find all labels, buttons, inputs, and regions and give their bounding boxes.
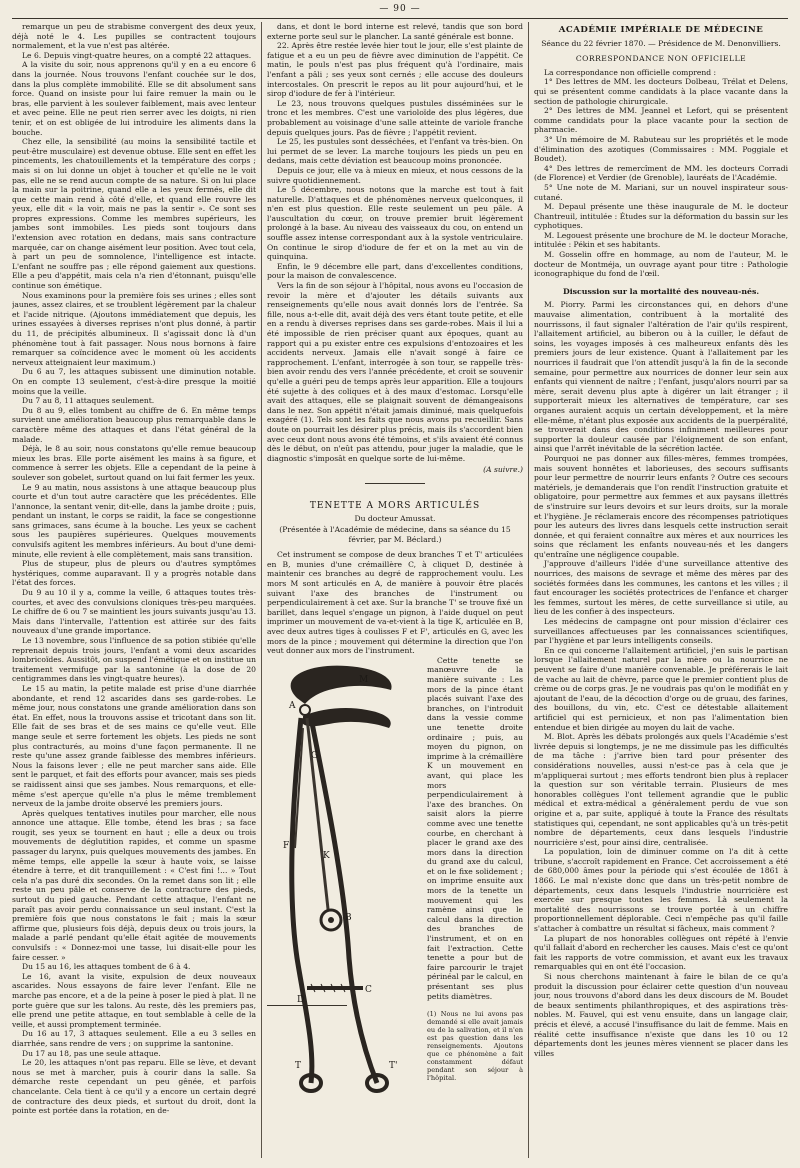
column-divider: [261, 22, 262, 1158]
paragraph: Du 6 au 7, les attaques subissent une diminution notable. On en compte 13 seulement, c'est-à-dire presque la moitié moins que la veille.: [12, 367, 256, 396]
paragraph: La correspondance non officielle comprend :: [544, 67, 717, 77]
paragraph: Depuis ce jour, elle va à mieux en mieux, et nous cessons de la suivre quotidiennement.: [267, 165, 523, 185]
separator-rule: [365, 483, 425, 484]
figure-label: G: [311, 750, 319, 761]
paragraph: Du 17 au 18, pas une seule attaque.: [22, 1048, 161, 1058]
paragraph: M. Piorry. Parmi les circonstances qui, en dehors d'une mauvaise alimentation, contribuent à la mortalité des nourrissons, il faut signaler l'altération de l'air qu'ils respirent, l'allaitement artificiel, au biberon ou à la cuiller, le défaut de soins, les voyages imposés à ces malheureux enfants dès les premiers jours de leur existence. Quant à l'allaitement par les nourrices il faudrait que l'on attendît jusqu'à la fin de la seconde semaine, pour permettre aux nourrices de donner leur sein aux enfants qui viennent de naître ; l'enfant, jusqu'alors nourri par sa mère, serait devenu plus apte à digérer un lait étranger ; il supporterait mieux les alternatives de température, car ses organes auraient acquis un certain développement, et la mère elle-même, n'étant plus exposée aux accidents de la puerpéralité, se trouverait dans des conditions infiniment meilleures pour supporter la douleur causée par l'éloignement de son enfant, ainsi que l'arrêt inévitable de la sécrétion lactée.: [534, 300, 788, 454]
paragraph: Du 7 au 8, 11 attaques seulement.: [22, 396, 155, 406]
paragraph: Plus de stupeur, plus de pleurs ou d'autres symptômes hystériques, comme auparavant. Il y a progrès notable dans l'état des forces.: [12, 559, 256, 588]
paragraph: 5° Une note de M. Mariani, sur un nouvel inspirateur sous-cutané.: [534, 182, 788, 202]
paragraph: Le 23, nous trouvons quelques pustules disséminées sur le tronc et les membres. C'est une varioloïde des plus légères, due probablement au voisinage d'une salle atteinte de variole franche depuis quelques jours. Pas de fièvre ; l'appétit revient.: [267, 98, 523, 137]
tenette-figure: [267, 658, 419, 1096]
paragraph: remarque un peu de strabisme convergent des deux yeux, déjà noté le 4. Les pupilles se contractent toujours normalement, et la vue n'est pas altérée.: [12, 22, 256, 51]
session-line: Séance du 22 février 1870. — Présidence de M. Denonvilliers.: [541, 38, 781, 48]
paragraph: Après quelques tentatives inutiles pour marcher, elle nous annonce une attaque. Elle tombe, étend les bras ; sa face rougit, ses yeux se tournent en haut ; elle a deux ou trois mouvements de déglutition rapides, et comme un spasme passager du larynx, puis quelques mouvements des jambes. En même temps, elle appelle la sœur à haute voix, se laisse étendre à terre, et dit tranquillement : « C'est fini !... » Tout cela n'a pas duré dix secondes. On la remet dans son lit ; elle reste un peu pâle et conserve de la contracture des pieds, surtout du pied gauche. Pendant cette attaque, l'enfant ne paraît pas avoir perdu connaissance un seul instant. C'est la première fois que nous constatons le fait ; mais la sœur affirme que, plusieurs fois déjà, depuis deux ou trois jours, la malade a parlé pendant qu'elle était agitée de mouvements convulsifs : « Donnez-moi une tasse, lui disait-elle pour les faire cesser. »: [12, 808, 256, 962]
right-column: [534, 22, 788, 1158]
paragraph: Du 9 au 10 il y a, comme la veille, 6 attaques toutes très-courtes, et avec des convulsions cloniques très-peu marquées. Le chiffre de 6 ou 7 se maintient les jours suivants jusqu'au 13. Mais dans l'intervalle, l'attention est attirée sur des faits nouveaux d'une grande importance.: [12, 588, 256, 636]
figure-label: D: [297, 994, 305, 1005]
paragraph: Cette tenette se manœuvre de la manière suivante : Les mors de la pince étant placés suivant l'axe des branches, on l'introduit dans la vessie comme une tenette droite ordinaire ; puis, au moyen du pignon, on imprime à la crémaillère K un mouvement en avant, qui place les mors perpendiculairement à l'axe des branches. On saisit alors la pierre comme avec une tenette courbe, en cherchant à placer le grand axe des mors dans la direction du grand axe du calcul, et on le fixe solidement ; on imprime ensuite aux mors de la tenette un mouvement qui les ramène ainsi que le calcul dans la direction des branches de l'instrument, et on en fait l'extraction. Cette tenette a pour but de faire parcourir le trajet périnéal par le calcul, en présentant ses plus petits diamètres.: [427, 655, 523, 1001]
section-heading: ACADÉMIE IMPÉRIALE DE MÉDECINE: [558, 25, 764, 35]
paragraph: 2° Des lettres de MM. Jeannel et Lefort, qui se présentent comme candidats pour la place vacante pour la section de pharmacie.: [534, 106, 788, 135]
branch-left: [292, 718, 312, 1083]
figure-label: K: [323, 850, 330, 861]
paragraph: Le 15 au matin, la petite malade est prise d'une diarrhée abondante, et rend 12 ascarides dans ses garde-robes. Le même jour, nous constatons une grande amélioration dans son état. En effet, nous la trouvons assise et tricotant dans son lit. Elle fait de ses bras et de ses mains ce qu'elle veut. Elle mange seule et serre fortement les objets. Les pieds ne sont plus contracturés, au moins d'une façon permanente. Il ne reste qu'une assez grande faiblesse des membres inférieurs. Nous la faisons lever ; elle ne peut marcher sans aide. Elle sent le parquet, et fait des efforts pour avancer, mais ses pieds se raidissent ainsi que ses jambes. Nous remarquons, et elle-même s'est aperçue qu'elle n'a plus le même tremblement nerveux de la jambe droite observé les premiers jours.: [12, 683, 256, 809]
paragraph: Du 15 au 16, les attaques tombent de 6 à 4.: [22, 962, 191, 972]
article-byline: Du docteur Amussat.: [354, 513, 436, 523]
figure-label: A: [289, 700, 296, 711]
figure-label: T: [295, 1060, 302, 1071]
paragraph: Chez elle, la sensibilité (au moins la sensibilité tactile et peut-être musculaire) est devenue obtuse. Elle sent en effet les pincements, les chatouillements et la température des corps ; mais si on lui donne un objet à toucher et qu'elle ne le voit pas, elle ne se rend aucun compte de sa nature. Si on lui place la main sur la poitrine, quand elle a les yeux fermés, elle dit que cette main rend à côté d'elle, et quand elle rouvre les yeux, elle dit « la voir, mais ne pas la sentir ». Ce sont ses propres expressions. Comme les membres supérieurs, les jambes sont immobiles. Les pieds sont toujours dans l'extension avec rotation en dedans, mais sans contracture marquée, car on change aisément leur position. Avec tout cela, à part un peu de somnolence, l'intelligence est intacte. L'enfant ne souffre pas ; elle répond gaiement aux questions. Elle a peu d'appétit, mais cela n'a rien d'étonnant, puisqu'elle continue son émétique.: [12, 137, 256, 291]
paragraph: Le 25, les pustules sont desséchées, et l'enfant va très-bien. On lui permet de se lever. La marche toujours les pieds un peu en dedans, mais cette déviation est beaucoup moins prononcée.: [267, 137, 523, 166]
paragraph: A la visite du soir, nous apprenons qu'il y en a eu encore 6 dans la journée. Nous trouvons l'enfant couchée sur le dos, dans la plus complète immobilité. Elle se dit absolument sans force. Quand on insiste pour lui faire remuer la main ou le bras, elle parvient à les soulever faiblement, mais avec lenteur et avec peine. Elle ne peut rien serrer avec les doigts, ni rien tenir, et on est obligée de lui introduire les aliments dans la bouche.: [12, 60, 256, 137]
paragraph: J'approuve d'ailleurs l'idée d'une surveillance attentive des nourrices, des maisons de sevrage et même des mères par des sociétés formées dans les communes, les cantons et les villes ; il faut encourager les sociétés protectrices de l'enfance et charger les femmes, surtout les mères, de cette surveillance si utile, au lieu de les confier à des inspecteurs.: [534, 559, 788, 617]
figure-label: M: [359, 674, 369, 685]
top-rule: [12, 18, 788, 19]
paragraph: Le 13 novembre, sous l'influence de sa potion stibiée qu'elle reprenait depuis trois jours, l'enfant a vomi deux ascarides lombricoïdes. Aussitôt, on suspend l'émétique et on institue un traitement vermifuge par la santonine (à la dose de 20 centigrammes dans les vingt-quatre heures).: [12, 636, 256, 684]
paragraph: Le 20, les attaques n'ont pas reparu. Elle se lève, et devant nous se met à marcher, puis à courir dans la salle. Sa démarche reste cependant un peu gênée, et parfois chancelante. Cela tient à ce qu'il y a encore un certain degré de contracture des deux pieds, et surtout du droit, dont la pointe est portée dans la rotation, en de-: [12, 1058, 256, 1116]
branch-right: [311, 718, 377, 1083]
paragraph: Du 16 au 17, 3 attaques seulement. Elle a eu 3 selles en diarrhée, sans rendre de vers ; on supprime la santonine.: [12, 1029, 256, 1048]
paragraph: M. Depaul présente une thèse inaugurale de M. le docteur Chantreuil, intitulée : Études sur la déformation du bassin sur les cyphotiques.: [534, 202, 788, 231]
paragraph: Nous examinons pour la première fois ses urines ; elles sont jaunes, assez claires, et se troublent légèrement par la chaleur et l'acide nitrique. (Ajoutons immédiatement que depuis, les urines essayées à diverses reprises n'ont plus donné, à partir du 11, de précipités albumineux. Il s'agissait donc là d'un phénomène tout à fait passager. Nous nous bornons à faire remarquer sa coïncidence avec le moment où les accidents nerveux atteignaient leur maximum.): [12, 290, 256, 367]
jaw-pivot: [300, 705, 310, 715]
paragraph: 4° Des lettres de remercîment de MM. les docteurs Corradi (de Florence) et Verdier (de Grenoble), lauréats de l'Académie.: [534, 163, 788, 183]
to-be-continued: (A suivre.): [483, 465, 523, 475]
paragraph: La plupart de nos honorables collègues ont répété à l'envie qu'il fallait d'abord en rechercher les causes. Mais c'est ce qu'ont fait les rapports de votre commission, et avant eux les travaux remarquables qui en ont été l'occasion.: [534, 933, 788, 972]
article-title: TENETTE A MORS ARTICULÉS: [309, 500, 481, 511]
paragraph: M. Gosselin offre en hommage, au nom de l'auteur, M. le docteur de Montméja, un ouvrage ayant pour titre : Pathologie iconographique du fond de l'œil.: [534, 250, 788, 279]
jaw-upper: [291, 665, 392, 703]
paragraph: dans, et dont le bord interne est relevé, tandis que son bord externe porte seul sur le plancher. La santé générale est bonne.: [267, 22, 523, 41]
paragraph: Déjà, le 8 au soir, nous constatons qu'elle remue beaucoup mieux les bras. Elle porte aisément les mains à sa figure, et commence à serrer les objets. Elle a cependant de la peine à soulever son gobelet, surtout quand on lui fait fermer les yeux.: [12, 444, 256, 482]
paragraph: Enfin, le 9 décembre elle part, dans d'excellentes conditions, pour la maison de convalescence.: [267, 261, 523, 281]
paragraph: Le 16, avant la visite, expulsion de deux nouveaux ascarides. Nous essayons de faire lever l'enfant. Elle ne marche pas encore, et a de la peine à poser le pied à plat. Il ne porte guère que sur les talons. Au reste, dès les premiers pas, elle prend une petite attaque, en tout semblable à celle de la veille, et aussi promptement terminée.: [12, 971, 256, 1029]
paragraph: Du 8 au 9, elles tombent au chiffre de 6. En même temps survient une amélioration beaucoup plus remarquable dans le caractère même des attaques et dans l'état général de la malade.: [12, 405, 256, 444]
figure-label: B: [345, 912, 352, 923]
paragraph: Si nous cherchons maintenant à faire le bilan de ce qu'a produit la discussion pour éclairer cette question d'un nouveau jour, nous trouvons d'abord dans les deux discours de M. Boudet de beaux sentiments philanthropiques, et des aspirations très-nobles. M. Fauvel, qui est venu ensuite, dans un langage clair, précis et élevé, a accusé l'insuffisance du lait de femme. Mais en réalité cette insuffisance n'existe que dans les 10 ou 12 départements dont les jeunes mères viennent se placer dans les villes: [534, 972, 788, 1058]
paragraph: Le 5 décembre, nous notons que la marche est tout à fait naturelle. D'attaques et de phénomènes nerveux quelconques, il n'en est plus question. Elle reste seulement un peu pâle. A l'auscultation du cœur, on trouve premier bruit légèrement prolongé à la base. Au niveau des vaisseaux du cou, on entend un souffle assez intense correspondant aux à la systole ventriculaire. On continue le sirop d'iodure de fer et on la met au vin de quinquina.: [267, 185, 523, 262]
figure-label: C: [365, 984, 372, 995]
footnote: (1) Nous ne lui avons pas demandé si elle avait jamais eu de la salivation, et il n'en est pas question dans les renseignements. Ajoutons que ce phénomène a fait constamment défaut pendant son séjour à l'hôpital.: [427, 1010, 523, 1083]
page-number: — 90 —: [379, 4, 421, 14]
column-divider: [528, 22, 529, 1158]
figure-label: F: [283, 840, 290, 851]
paragraph: En ce qui concerne l'allaitement artificiel, j'en suis le partisan lorsque l'allaitement naturel par la mère ou la nourrice ne peuvent se faire d'une manière convenable. Je préférerais le lait de vache au lait de chèvre, parce que le premier contient plus de crème ou de corps gras. Je ne voudrais pas qu'on le modifiât en y ajoutant de l'eau, de la décoction d'orge ou de gruau, des farines, des bouillons, du vin, etc. C'est ce détestable allaitement artificiel qui est pernicieux, et non pas l'alimentation bien entendue et bien dirigée au moyen du lait de vache.: [534, 645, 788, 732]
paragraph: M. Legouest présente une brochure de M. le docteur Morache, intitulée : Pékin et ses habitants.: [534, 230, 788, 250]
paragraph: Le 9 au matin, nous assistons à une attaque beaucoup plus courte et d'un tout autre caractère que les précédentes. Elle l'annonce, la sentant venir, dit-elle, dans la jambe droite ; puis, pendant un instant, le corps se raidit, la face se congestionne sans grimaces, sans écume à la bouche. Les yeux se cachent sous les paupières supérieures. Quelques mouvements convulsifs agitent les membres inférieurs. Au bout d'une demi-minute, elle revient à elle complètement, mais sans transition.: [12, 482, 256, 559]
tenette-illustration: [267, 658, 419, 1096]
figure-label: T': [389, 1060, 398, 1071]
discussion-heading: Discussion sur la mortalité des nouveau-nés.: [562, 286, 760, 296]
paragraph: Les médecins de campagne ont pour mission d'éclairer ces surveillances affectueuses par les connaissances scientifiques, par l'hygiène et par leurs intelligents conseils.: [534, 617, 788, 646]
article-note: (Présentée à l'Académie de médecine, dans sa séance du 15 février, par M. Béclard.): [279, 525, 511, 544]
paragraph: Le 6. Depuis vingt-quatre heures, on a compté 22 attaques.: [22, 50, 252, 60]
paragraph: M. Blot. Après les débats prolongés aux quels l'Académie s'est livrée depuis si longtemps, je ne me dissimule pas les difficultés de ma tâche : j'arrive bien tard pour présenter des considérations nouvelles, aussi n'est-ce pas à cela que je m'appliquerai surtout ; mes efforts tendront bien plus à replacer la question sur son véritable terrain. Plusieurs de mes honorables collègues l'ont tellement agrandie que le public médical et extra-médical a généralement perdu de vue son origine et a, par suite, appliqué à toute la France des résultats statistiques qui, cependant, ne sont applicables qu'à un très-petit nombre de départements, ceux dans lesquels l'industrie nourricière s'est, pour ainsi dire, centralisée.: [534, 732, 788, 847]
paragraph: Pourquoi ne pas donner aux filles-mères, femmes trompées, mais souvent honnêtes et laborieuses, des secours suffisants pour leur permettre de nourrir leurs enfants ? Outre ces secours matériels, je demanderais que l'on rendît l'instruction gratuite et obligatoire, pour permettre aux femmes et aux paysans illettrés de s'instruire sur leurs devoirs et sur leurs droits, sur la morale et l'hygiène. Je réclamerais encore des récompenses patriotiques pour les auteurs des livres dans lesquels cette instruction serait donnée, et qui feraient connaître aux mères et aux nourrices les soins que réclament les enfants nouveau-nés et les dangers qu'entraîne une négligence coupable.: [534, 453, 788, 559]
jaw-lower: [303, 708, 391, 728]
paragraph: La population, loin de diminuer comme on l'a dit à cette tribune, s'accroît rapidement en France. Cet accroissement a été de 680,000 âmes pour la période qui s'est écoulée de 1861 à 1866. Le mal n'existe donc que dans un très-petit nombre de départements, ceux dans lesquels l'industrie nourricière est exercée sur presque toutes les femmes. Là seulement la mortalité des nourrissons se trouve portée à un chiffre proportionnellement déplorable. Ceci n'empêche pas qu'il faille s'attacher à combattre un résultat si fâcheux, mais comment ?: [534, 847, 788, 934]
paragraph: 22. Après être restée levée hier tout le jour, elle s'est plainte de fatigue et a eu un peu de fièvre avec diminution de l'appétit. Ce matin, le pouls n'est pas plus fréquent qu'à l'ordinaire, mais l'enfant a pâli ; ses yeux sont cernés ; elle accuse des douleurs intercostales. On prescrit le repos au lit pour aujourd'hui, et le sirop d'iodure de fer à l'intérieur.: [267, 41, 523, 99]
paragraph: 3° Un mémoire de M. Rabuteau sur les propriétés et le mode d'élimination des azotiques (Commissaires : MM. Poggiale et Boudet).: [534, 134, 788, 164]
paragraph: Cet instrument se compose de deux branches T et T' articulées en B, munies d'une crémaillère C, à cliquet D, destinée à maintenir ces branches au degré de rapprochement voulu. Les mors M sont articulés en A, de manière à pouvoir être placés suivant l'axe des branches de l'instrument ou perpendiculairement à cet axe. Sur la branche T' se trouve fixé un barillet, dans lequel s'engage un pignon, à l'aide duquel on peut imprimer un mouvement de va-et-vient à la tige K, articulée en B, avec deux autres tiges à coulisses F et F', articulés en G, avec les mors de la pince ; mouvement qui détermine la direction que l'on veut donner aux mors de l'instrument.: [267, 550, 523, 656]
paragraph: 1° Des lettres de MM. les docteurs Dolbeau, Trélat et Delens, qui se présentent comme candidats à la place vacante dans la section de pathologie chirurgicale.: [534, 77, 788, 106]
subsection-heading: CORRESPONDANCE NON OFFICIELLE: [575, 54, 747, 64]
paragraph: Vers la fin de son séjour à l'hôpital, nous avons eu l'occasion de revoir la mère et d'ajouter les détails suivants aux renseignements qu'elle nous avait donnés lors de l'entrée. Sa fille, nous a-t-elle dit, avait déjà des vers étant toute petite, et elle en a rendu à diverses reprises dans ses garde-robes. Mais il lui a été impossible de rien préciser quant aux époques, quant au rapport qui a pu exister entre ces expulsions d'entozoaires et les accidents nerveux. Jamais elle n'avait songé à faire ce rapprochement. L'enfant, interrogée à son tour, se rappelle très-bien avoir rendu des vers l'année précédente, et croit se souvenir qu'elle a guéri peu de temps après leur apparition. Elle a toujours été sujette à des coliques et à des maux d'estomac. Lorsqu'elle avait des attaques, elle se plaignait souvent de démangeaisons dans le nez. Son appétit n'était jamais diminué, mais quelquefois exagéré (1). Tels sont les faits que nous avons pu recueillir. Sans doute on pourrait les désirer plus précis, mais ils s'accordent bien avec ceux dont nous avons été témoins, et s'ils avaient été connus dès le début, on n'eût pas attendu, pour juger la maladie, que le diagnostic s'imposât en quelque sorte de lui-même.: [267, 281, 523, 463]
left-column: [12, 22, 256, 1158]
middle-column: [267, 22, 523, 1158]
